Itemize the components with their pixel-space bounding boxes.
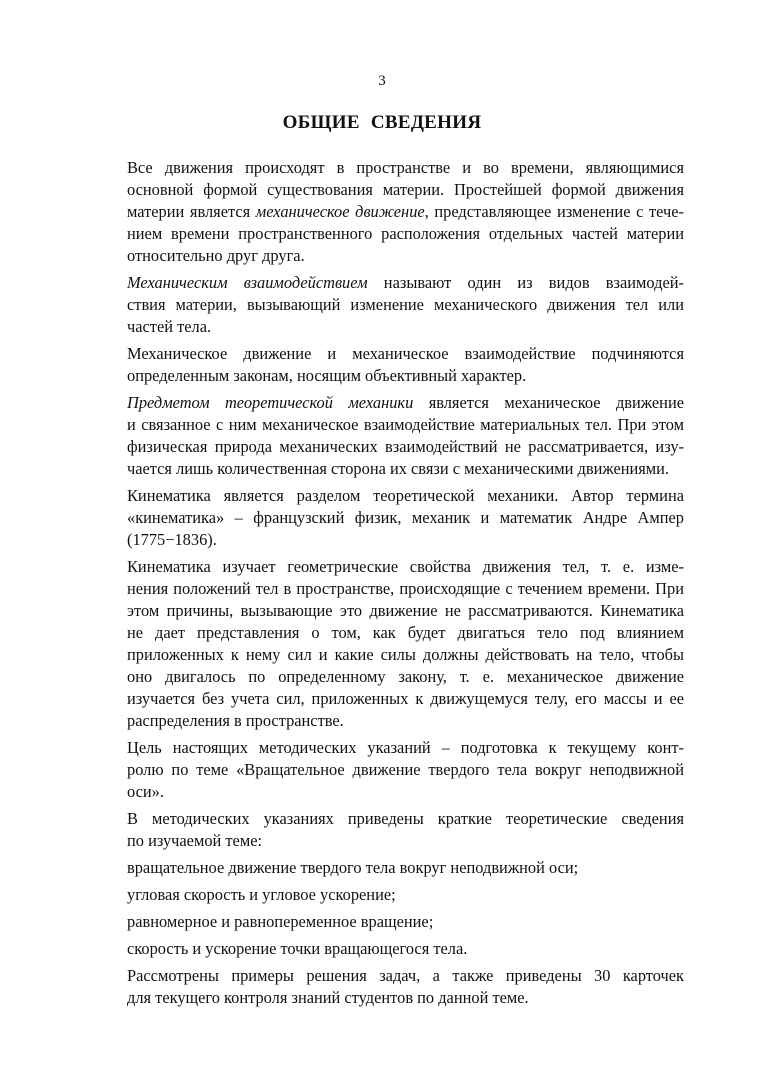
list-item: угловая скорость и угловое ускорение; xyxy=(127,885,396,904)
text-line: Цель настоящих методических указаний – подготовка к текущему конт- xyxy=(127,738,684,757)
text-line: определенным законам, носящим объективный характер. xyxy=(127,366,527,385)
text-line: Механическое движение и механическое взаимодействие подчиняются xyxy=(127,344,684,363)
list-item: скорость и ускорение точки вращающегося тела. xyxy=(127,939,468,958)
text-line: (1775−1836). xyxy=(127,530,217,549)
paragraph-8 xyxy=(80,808,684,852)
text-line: оно двигалось по определенному закону, т. е. механическое движение xyxy=(127,667,684,686)
paragraph-1 xyxy=(80,157,684,267)
text-line: Рассмотрены примеры решения задач, а также приведены 30 карточек xyxy=(127,966,684,985)
text-line: не дает представления о том, как будет двигаться тело под влиянием xyxy=(127,623,684,642)
text-line: нения положений тел в пространстве, происходящие с течением времени. При xyxy=(127,579,684,598)
paragraph-3 xyxy=(80,343,684,387)
list-item: вращательное движение твердого тела вокруг неподвижной оси; xyxy=(127,858,579,877)
topic-list xyxy=(80,857,684,960)
italic-term: механическое движение xyxy=(255,202,425,221)
text-line: В методических указаниях приведены краткие теоретические сведения xyxy=(127,809,684,828)
text-line xyxy=(80,272,684,294)
text-line: относительно друг друга. xyxy=(127,246,305,265)
text-line: для текущего контроля знаний студентов по данной теме. xyxy=(127,988,529,1007)
text-line: физическая природа механических взаимодействий не рассматривается, изу- xyxy=(127,437,684,456)
text-line: этом причины, вызывающие это движение не рассматриваются. Кинематика xyxy=(127,601,684,620)
text-line xyxy=(80,201,684,223)
text-run: называют один из видов взаимодей- xyxy=(367,273,685,292)
list-item: равномерное и равнопеременное вращение; xyxy=(127,912,434,931)
paragraph-9 xyxy=(80,965,684,1009)
text-line: Все движения происходят в пространстве и во времени, являющимися xyxy=(127,158,684,177)
text-line: приложенных к нему сил и какие силы должны действовать на тело, чтобы xyxy=(127,645,684,664)
paragraph-6 xyxy=(80,556,684,732)
text-line: оси». xyxy=(127,782,164,801)
paragraph-5 xyxy=(80,485,684,551)
text-line: по изучаемой теме: xyxy=(127,831,263,850)
paragraph-7 xyxy=(80,737,684,803)
page-number: 3 xyxy=(378,73,386,89)
text-run: , представляющее изменение с тече- xyxy=(424,202,685,221)
text-line: нием времени пространственного расположения отдельных частей материи xyxy=(127,224,684,243)
text-line: Кинематика является разделом теоретической механики. Автор термина xyxy=(127,486,684,505)
text-line: частей тела. xyxy=(127,317,212,336)
text-line: и связанное с ним механическое взаимодействие материальных тел. При этом xyxy=(127,415,684,434)
text-line: распределения в пространстве. xyxy=(127,711,344,730)
paragraph-2 xyxy=(80,272,684,338)
italic-term: Предметом теоретической механики xyxy=(127,393,414,412)
text-line: «кинематика» – французский физик, механик и математик Андре Ампер xyxy=(127,508,684,527)
text-line xyxy=(80,392,684,414)
text-line: основной формой существования материи. Простейшей формой движения xyxy=(127,180,684,199)
text-line: чается лишь количественная сторона их связи с механическими движениями. xyxy=(127,459,670,478)
italic-term: Механическим взаимодействием xyxy=(127,273,368,292)
text-line: ролю по теме «Вращательное движение твердого тела вокруг неподвижной xyxy=(127,760,684,779)
document-body xyxy=(80,157,684,1009)
paragraph-4 xyxy=(80,392,684,480)
text-run: материи является xyxy=(127,202,256,221)
page-title: ОБЩИЕ СВЕДЕНИЯ xyxy=(282,112,482,133)
text-line: Кинематика изучает геометрические свойства движения тел, т. е. изме- xyxy=(127,557,684,576)
text-line: изучается без учета сил, приложенных к движущемуся телу, его массы и ее xyxy=(127,689,684,708)
text-line: ствия материи, вызывающий изменение механического движения тел или xyxy=(127,295,684,314)
text-run: является механическое движение xyxy=(413,393,684,412)
